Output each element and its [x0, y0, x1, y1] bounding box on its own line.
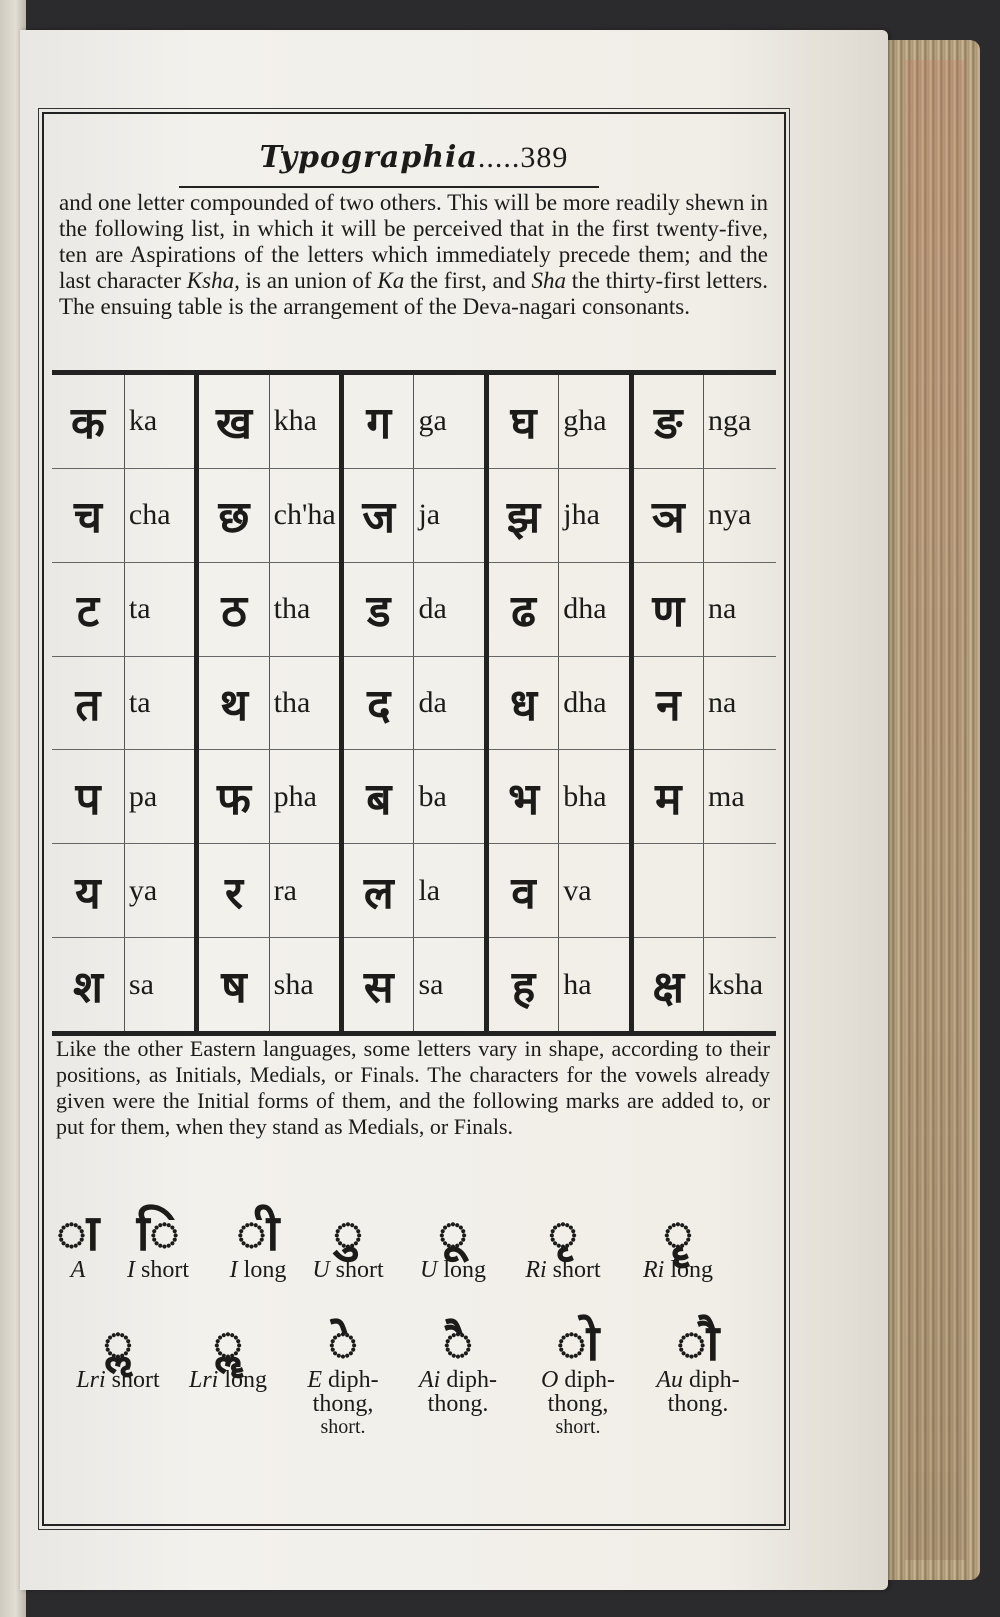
- vowel-mark-glyph: ◌ॢ: [103, 1314, 133, 1372]
- vowel-mark-label: Lri short: [76, 1367, 160, 1393]
- devanagari-letter: म: [631, 750, 703, 844]
- devanagari-letter: य: [52, 844, 124, 938]
- devanagari-letter: ष: [197, 938, 269, 1031]
- devanagari-letter: ह: [486, 938, 558, 1031]
- vowel-mark-sublabel: short.: [320, 1416, 366, 1438]
- transliteration: tha: [269, 656, 341, 750]
- devanagari-letter: [631, 844, 703, 938]
- vowel-mark-glyph: ◌ी: [236, 1204, 280, 1262]
- transliteration: kha: [269, 375, 341, 468]
- devanagari-letter: व: [486, 844, 558, 938]
- transliteration: na: [704, 656, 776, 750]
- transliteration: ha: [559, 938, 631, 1031]
- transliteration: nya: [704, 468, 776, 562]
- devanagari-letter: द: [342, 656, 414, 750]
- devanagari-letter: ग: [342, 375, 414, 468]
- devanagari-letter: स: [342, 938, 414, 1031]
- transliteration: tha: [269, 562, 341, 656]
- devanagari-letter: श: [52, 938, 124, 1031]
- transliteration: ba: [414, 750, 486, 844]
- devanagari-letter: घ: [486, 375, 558, 468]
- devanagari-letter: ल: [342, 844, 414, 938]
- vowel-mark-sublabel: thong.: [667, 1391, 729, 1417]
- vowel-mark-sublabel: thong,: [547, 1391, 609, 1417]
- vowel-mark: [168, 1286, 288, 1392]
- book-page: [20, 30, 888, 1590]
- devanagari-letter: फ: [197, 750, 269, 844]
- running-head-title: Typographia: [259, 140, 478, 175]
- devanagari-letter: छ: [197, 468, 269, 562]
- vowel-mark: [288, 1176, 408, 1282]
- vowel-mark-label: I long: [229, 1257, 287, 1283]
- vowel-mark-glyph: ◌ौ: [676, 1314, 720, 1372]
- running-head-dots: .....: [477, 141, 521, 174]
- devanagari-letter: ढ: [486, 562, 558, 656]
- transliteration: gha: [559, 375, 631, 468]
- transliteration: ya: [124, 844, 196, 938]
- vowel-mark-label: Ri short: [525, 1257, 601, 1283]
- devanagari-letter: प: [52, 750, 124, 844]
- transliteration: ka: [124, 375, 196, 468]
- vowel-mark-sublabel: short.: [555, 1416, 601, 1438]
- running-head: [44, 140, 784, 175]
- transliteration: da: [414, 656, 486, 750]
- consonant-row: [52, 562, 776, 656]
- transliteration: da: [414, 562, 486, 656]
- vowel-mark: [618, 1176, 738, 1282]
- transliteration: dha: [559, 562, 631, 656]
- vowel-mark-label: Ai diph-: [419, 1367, 497, 1393]
- devanagari-letter: क: [52, 375, 124, 468]
- intro-paragraph: and one letter compounded of two others. This will be more readily shewn in the following list, in which it will be perceived that in the first twenty-five, ten are Aspirations of the letters which immediately precede them; and the last character Ksha, is an union of Ka the first, and Sha the thirty-first letters. The ensuing table is the arrangement of the Deva-nagari consonants.: [59, 190, 768, 319]
- devanagari-letter: ड: [342, 562, 414, 656]
- vowel-mark-glyph: ◌ॣ: [213, 1314, 243, 1372]
- transliteration: va: [559, 844, 631, 938]
- vowel-mark-label: E diph-: [307, 1367, 379, 1393]
- transliteration: ga: [414, 375, 486, 468]
- vowel-mark: [393, 1176, 513, 1282]
- transliteration: ta: [124, 562, 196, 656]
- vowel-mark-sublabel: thong,: [312, 1391, 374, 1417]
- transliteration: ra: [269, 844, 341, 938]
- devanagari-letter: त: [52, 656, 124, 750]
- transliteration: ksha: [708, 967, 764, 1001]
- vowel-mark-label: A: [70, 1257, 86, 1283]
- devanagari-letter: ठ: [197, 562, 269, 656]
- page-edge-stain: [905, 60, 965, 1560]
- consonant-row: [52, 656, 776, 750]
- devanagari-letter: र: [197, 844, 269, 938]
- consonant-table: [52, 370, 776, 1036]
- vowel-mark-glyph: ◌ा: [56, 1204, 100, 1262]
- vowel-mark: [58, 1286, 178, 1392]
- devanagari-letter: थ: [197, 656, 269, 750]
- vowel-mark-glyph: ◌ै: [443, 1314, 473, 1372]
- devanagari-letter: ञ: [631, 468, 703, 562]
- devanagari-letter: न: [631, 656, 703, 750]
- vowel-mark-glyph: ◌े: [328, 1314, 358, 1372]
- vowel-mark: [283, 1286, 403, 1438]
- transliteration: [704, 844, 776, 938]
- vowel-mark-glyph: ◌ु: [333, 1204, 363, 1262]
- consonant-grid: [52, 375, 776, 1031]
- vowel-mark-label: U short: [312, 1257, 384, 1283]
- vowel-mark-label: Ri long: [643, 1257, 713, 1283]
- transliteration: na: [704, 562, 776, 656]
- vowel-mark: [503, 1176, 623, 1282]
- consonant-row: [52, 844, 776, 938]
- consonant-row: [52, 750, 776, 844]
- devanagari-letter: ब: [342, 750, 414, 844]
- transliteration: pha: [269, 750, 341, 844]
- vowel-mark-glyph: ◌ि: [136, 1204, 180, 1262]
- devanagari-letter: ट: [52, 562, 124, 656]
- transliteration: nga: [704, 375, 776, 468]
- devanagari-letter: झ: [486, 468, 558, 562]
- transliteration: sha: [269, 938, 341, 1031]
- header-rule: [179, 186, 599, 188]
- page-number: 389: [520, 141, 569, 174]
- vowel-mark-label: Lri long: [188, 1367, 268, 1393]
- vowel-mark-sublabel: thong.: [427, 1391, 489, 1417]
- vowel-mark: [638, 1286, 758, 1416]
- devanagari-letter: ज: [342, 468, 414, 562]
- transliteration: ja: [414, 468, 486, 562]
- vowel-mark-label: U long: [419, 1257, 486, 1283]
- vowel-mark-glyph: ◌ॄ: [663, 1204, 693, 1262]
- vowel-mark-glyph: ◌ो: [556, 1314, 600, 1372]
- consonant-row: [52, 375, 776, 468]
- transliteration: pa: [124, 750, 196, 844]
- devanagari-letter: ध: [486, 656, 558, 750]
- devanagari-letter: भ: [486, 750, 558, 844]
- transliteration: sa: [124, 938, 196, 1031]
- transliteration: la: [414, 844, 486, 938]
- vowel-mark-glyph: ◌ृ: [548, 1204, 578, 1262]
- devanagari-letter: क्ष: [631, 938, 703, 1031]
- vowel-mark-label: O diph-: [540, 1367, 615, 1393]
- transliteration: sa: [414, 938, 486, 1031]
- page-border-frame: [42, 112, 786, 1526]
- consonant-row: [52, 468, 776, 562]
- devanagari-letter: ण: [631, 562, 703, 656]
- devanagari-letter: च: [52, 468, 124, 562]
- transliteration: dha: [559, 656, 631, 750]
- vowel-marks-paragraph: Like the other Eastern languages, some letters vary in shape, according to their positions, as Initials, Medials, or Finals. The characters for the vowels already given were the Initial forms of them, and the following marks are added to, or put for them, when they stand as Medials, or Finals.: [56, 1036, 770, 1139]
- devanagari-letter: ङ: [631, 375, 703, 468]
- transliteration: ma: [704, 750, 776, 844]
- vowel-mark-label: I short: [127, 1257, 189, 1283]
- vowel-mark: [518, 1286, 638, 1438]
- transliteration: ch'ha: [269, 468, 341, 562]
- transliteration: jha: [559, 468, 631, 562]
- consonant-row: [52, 938, 776, 1031]
- devanagari-letter: ख: [197, 375, 269, 468]
- transliteration: bha: [559, 750, 631, 844]
- transliteration: ta: [124, 656, 196, 750]
- transliteration: cha: [124, 468, 196, 562]
- vowel-mark-glyph: ◌ू: [438, 1204, 468, 1262]
- vowel-mark-label: Au diph-: [656, 1367, 740, 1393]
- vowel-mark: [398, 1286, 518, 1416]
